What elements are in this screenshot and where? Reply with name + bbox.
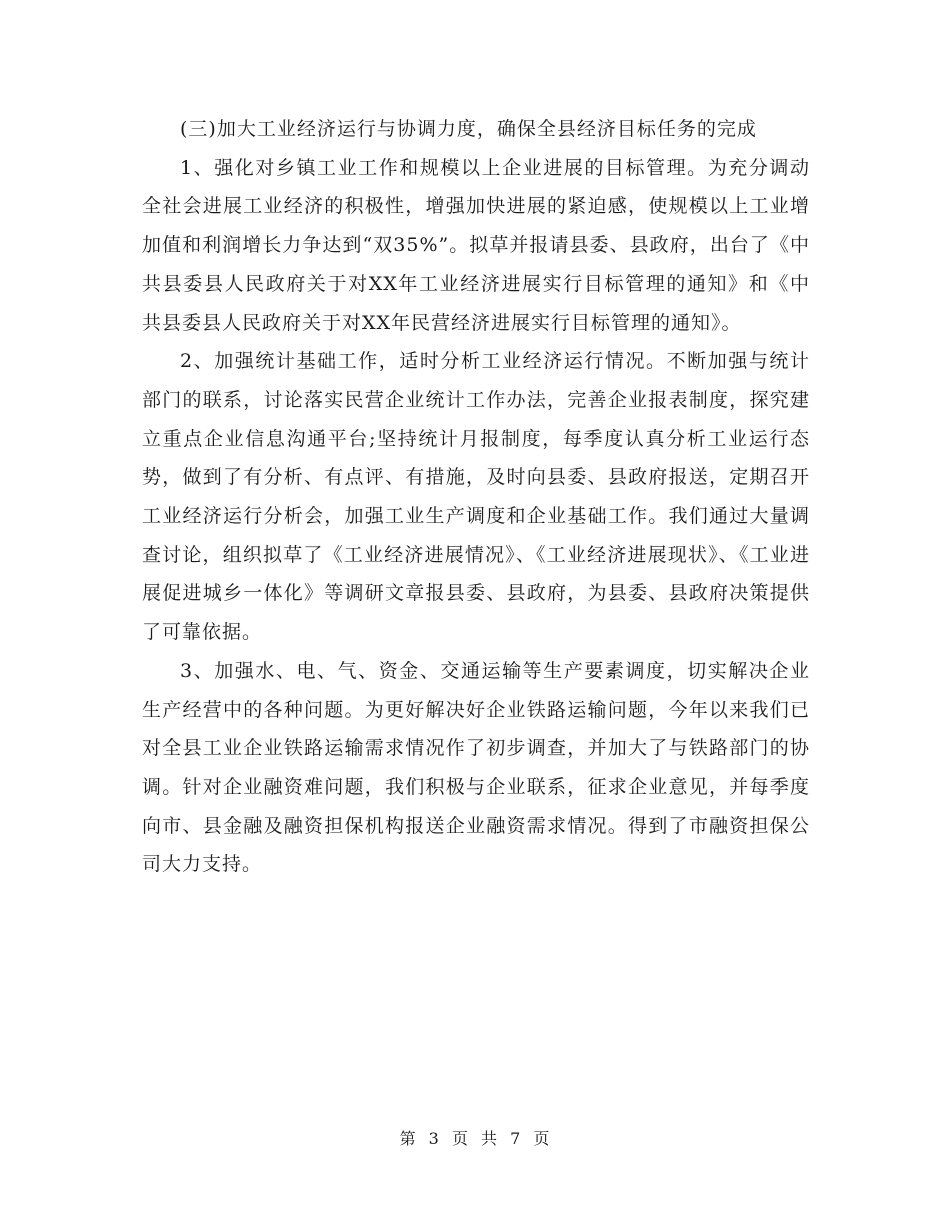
paragraph-1: 1、强化对乡镇工业工作和规模以上企业进展的目标管理。为充分调动全社会进展工业经济的积极性，增强加快进展的紧迫感，使规模以上工业增加值和利润增长力争达到“双35%”。拟草并报请县委、县政府，出台了《中共县委县人民政府关于对XX年工业经济进展实行目标管理的通知》和《中共县委县人民政府关于对XX年民营经济进展实行目标管理的通知》。 [142,156,810,334]
document-body [142,110,810,884]
paragraph-3: 3、加强水、电、气、资金、交通运输等生产要素调度，切实解决企业生产经营中的各种问题。为更好解决好企业铁路运输问题，今年以来我们已对全县工业企业铁路运输需求情况作了初步调查，并加大了与铁路部门的协调。针对企业融资难问题，我们积极与企业联系，征求企业意见，并每季度向市、县金融及融资担保机构报送企业融资需求情况。得到了市融资担保公司大力支持。 [142,659,810,876]
page-number-footer: 第 3 页 共 7 页 [399,1129,551,1148]
section-heading: (三)加大工业经济运行与协调力度，确保全县经济目标任务的完成 [180,118,757,140]
paragraph-2: 2、加强统计基础工作，适时分析工业经济运行情况。不断加强与统计部门的联系，讨论落实民营企业统计工作办法，完善企业报表制度，探究建立重点企业信息沟通平台;坚持统计月报制度，每季度认真分析工业运行态势，做到了有分析、有点评、有措施，及时向县委、县政府报送，定期召开工业经济运行分析会，加强工业生产调度和企业基础工作。我们通过大量调查讨论，组织拟草了《工业经济进展情况》、《工业经济进展现状》、《工业进展促进城乡一体化》等调研文章报县委、县政府，为县委、县政府决策提供了可靠依据。 [142,350,810,644]
